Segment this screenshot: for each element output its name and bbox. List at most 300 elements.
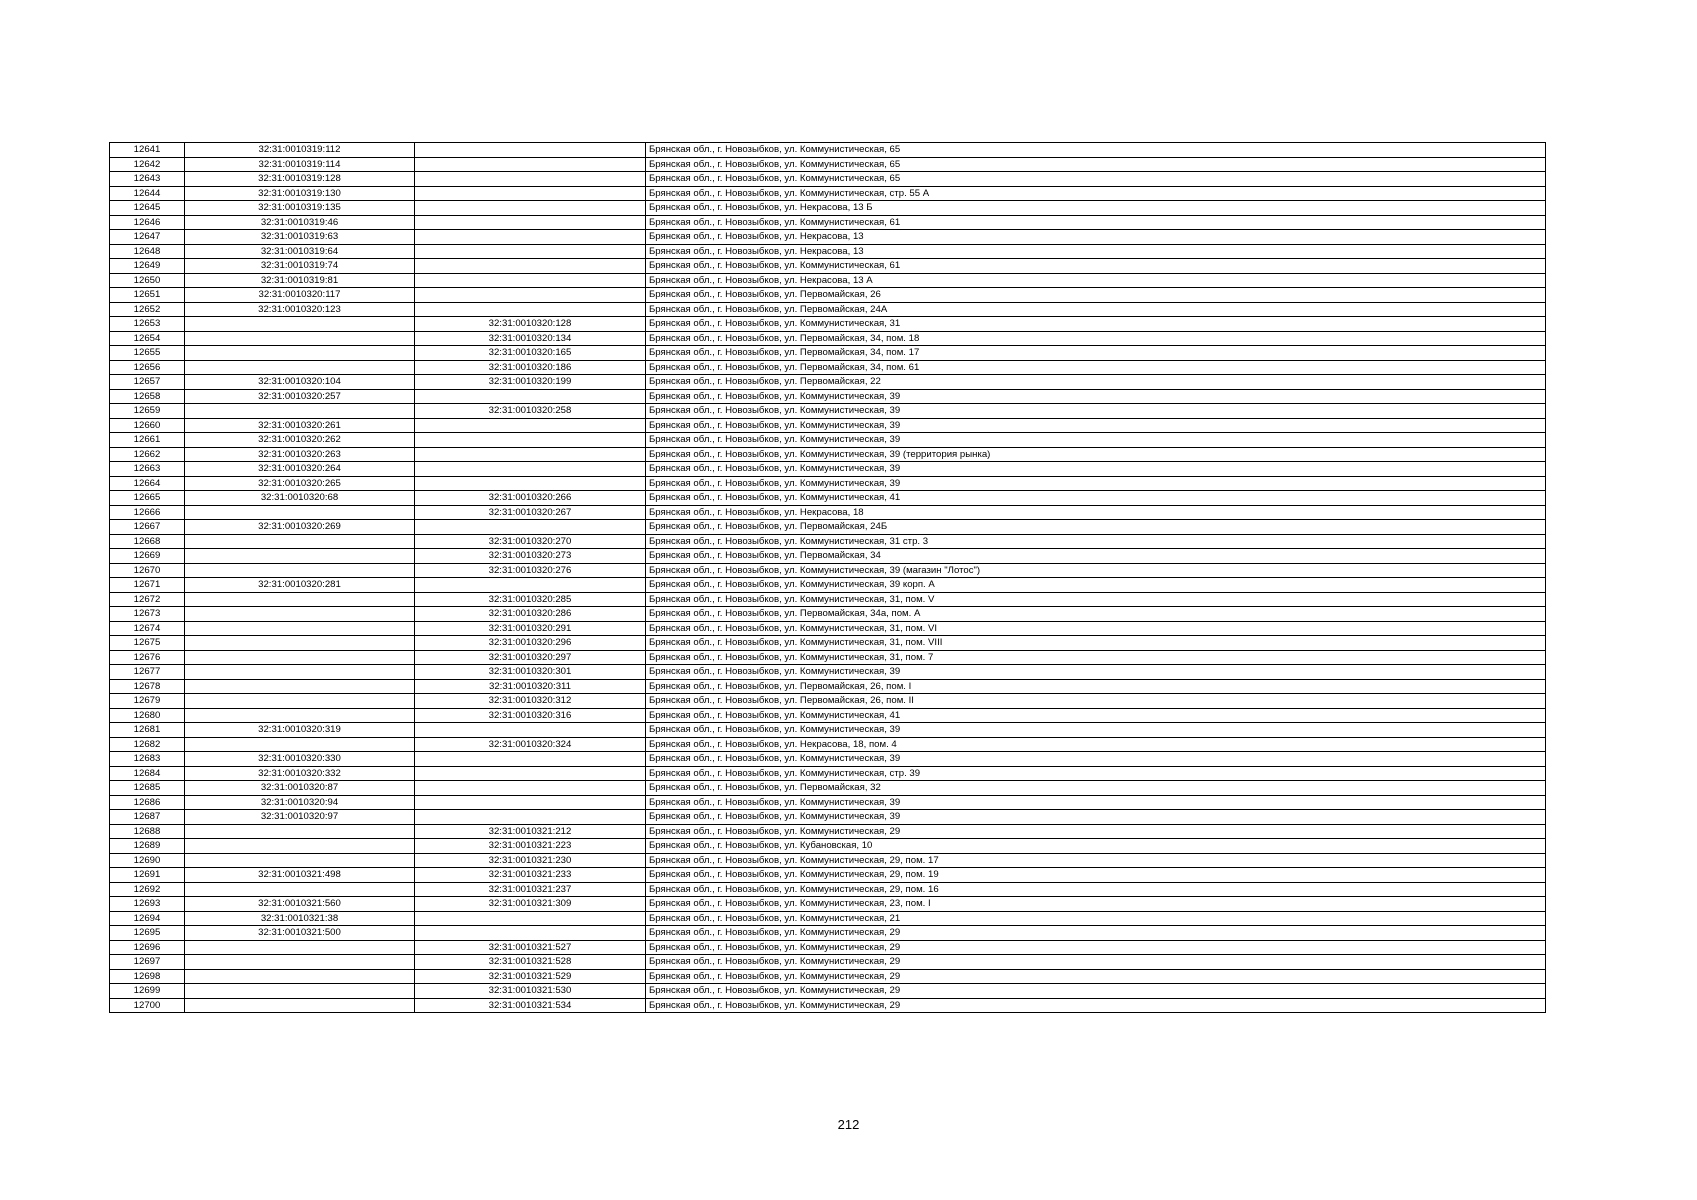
row-number-cell: 12647 [110, 230, 185, 245]
row-number-cell: 12656 [110, 360, 185, 375]
table-row [110, 404, 1546, 419]
object-number-cell: 32:31:0010320:286 [415, 607, 646, 622]
object-number-cell [415, 172, 646, 187]
cadastral-number-cell [185, 404, 415, 419]
address-cell: Брянская обл., г. Новозыбков, ул. Первомайская, 26 [646, 288, 1546, 303]
address-cell: Брянская обл., г. Новозыбков, ул. Первомайская, 32 [646, 781, 1546, 796]
cadastral-number-cell [185, 549, 415, 564]
cadastral-number-cell: 32:31:0010319:135 [185, 201, 415, 216]
address-cell: Брянская обл., г. Новозыбков, ул. Коммунистическая, 29 [646, 824, 1546, 839]
row-number-cell: 12680 [110, 708, 185, 723]
row-number-cell: 12665 [110, 491, 185, 506]
table-row [110, 694, 1546, 709]
object-number-cell [415, 273, 646, 288]
object-number-cell: 32:31:0010320:276 [415, 563, 646, 578]
object-number-cell: 32:31:0010320:267 [415, 505, 646, 520]
table-row [110, 462, 1546, 477]
table-row [110, 868, 1546, 883]
row-number-cell: 12691 [110, 868, 185, 883]
cadastral-number-cell: 32:31:0010321:560 [185, 897, 415, 912]
cadastral-number-cell: 32:31:0010319:64 [185, 244, 415, 259]
table-row [110, 592, 1546, 607]
row-number-cell: 12677 [110, 665, 185, 680]
cadastral-number-cell [185, 665, 415, 680]
address-cell: Брянская обл., г. Новозыбков, ул. Коммунистическая, 65 [646, 172, 1546, 187]
object-number-cell [415, 259, 646, 274]
row-number-cell: 12669 [110, 549, 185, 564]
cadastral-number-cell [185, 592, 415, 607]
object-number-cell [415, 244, 646, 259]
cadastral-number-cell: 32:31:0010320:281 [185, 578, 415, 593]
table-row [110, 389, 1546, 404]
table-row [110, 143, 1546, 158]
row-number-cell: 12660 [110, 418, 185, 433]
object-number-cell: 32:31:0010321:212 [415, 824, 646, 839]
address-cell: Брянская обл., г. Новозыбков, ул. Коммунистическая, 31 [646, 317, 1546, 332]
object-number-cell: 32:31:0010320:128 [415, 317, 646, 332]
object-number-cell: 32:31:0010321:528 [415, 955, 646, 970]
table-row [110, 766, 1546, 781]
table-row [110, 940, 1546, 955]
object-number-cell [415, 186, 646, 201]
address-cell: Брянская обл., г. Новозыбков, ул. Коммунистическая, 39 [646, 723, 1546, 738]
address-cell: Брянская обл., г. Новозыбков, ул. Первомайская, 34, пом. 17 [646, 346, 1546, 361]
object-number-cell [415, 781, 646, 796]
object-number-cell [415, 723, 646, 738]
address-cell: Брянская обл., г. Новозыбков, ул. Некрасова, 13 А [646, 273, 1546, 288]
row-number-cell: 12679 [110, 694, 185, 709]
cadastral-number-cell [185, 679, 415, 694]
table-row [110, 897, 1546, 912]
address-cell: Брянская обл., г. Новозыбков, ул. Коммунистическая, 29 [646, 926, 1546, 941]
table-row [110, 723, 1546, 738]
object-number-cell [415, 911, 646, 926]
cadastral-number-cell: 32:31:0010320:87 [185, 781, 415, 796]
table-row [110, 853, 1546, 868]
row-number-cell: 12651 [110, 288, 185, 303]
address-cell: Брянская обл., г. Новозыбков, ул. Коммунистическая, 31, пом. VIII [646, 636, 1546, 651]
cadastral-number-cell [185, 708, 415, 723]
cadastral-number-cell: 32:31:0010320:68 [185, 491, 415, 506]
row-number-cell: 12687 [110, 810, 185, 825]
table-row [110, 230, 1546, 245]
row-number-cell: 12673 [110, 607, 185, 622]
address-cell: Брянская обл., г. Новозыбков, ул. Коммунистическая, 41 [646, 491, 1546, 506]
row-number-cell: 12650 [110, 273, 185, 288]
address-cell: Брянская обл., г. Новозыбков, ул. Первомайская, 34, пом. 18 [646, 331, 1546, 346]
row-number-cell: 12662 [110, 447, 185, 462]
address-cell: Брянская обл., г. Новозыбков, ул. Коммунистическая, стр. 39 [646, 766, 1546, 781]
table-row [110, 317, 1546, 332]
address-cell: Брянская обл., г. Новозыбков, ул. Некрасова, 13 [646, 244, 1546, 259]
table-row [110, 665, 1546, 680]
address-cell: Брянская обл., г. Новозыбков, ул. Коммунистическая, 29, пом. 17 [646, 853, 1546, 868]
cadastral-number-cell: 32:31:0010319:112 [185, 143, 415, 158]
address-cell: Брянская обл., г. Новозыбков, ул. Коммунистическая, 39 [646, 404, 1546, 419]
table-row [110, 926, 1546, 941]
row-number-cell: 12645 [110, 201, 185, 216]
object-number-cell: 32:31:0010320:301 [415, 665, 646, 680]
cadastral-number-cell [185, 505, 415, 520]
cadastral-number-cell: 32:31:0010320:94 [185, 795, 415, 810]
table-row [110, 447, 1546, 462]
address-cell: Брянская обл., г. Новозыбков, ул. Коммунистическая, 39 [646, 462, 1546, 477]
row-number-cell: 12672 [110, 592, 185, 607]
row-number-cell: 12696 [110, 940, 185, 955]
row-number-cell: 12686 [110, 795, 185, 810]
table-row [110, 505, 1546, 520]
object-number-cell: 32:31:0010320:291 [415, 621, 646, 636]
table-row [110, 186, 1546, 201]
table-row [110, 244, 1546, 259]
cadastral-number-cell: 32:31:0010320:269 [185, 520, 415, 535]
cadastral-number-cell [185, 360, 415, 375]
address-cell: Брянская обл., г. Новозыбков, ул. Первомайская, 26, пом. II [646, 694, 1546, 709]
row-number-cell: 12688 [110, 824, 185, 839]
row-number-cell: 12683 [110, 752, 185, 767]
address-cell: Брянская обл., г. Новозыбков, ул. Первомайская, 26, пом. I [646, 679, 1546, 694]
address-cell: Брянская обл., г. Новозыбков, ул. Коммунистическая, 31, пом. 7 [646, 650, 1546, 665]
address-cell: Брянская обл., г. Новозыбков, ул. Коммунистическая, 21 [646, 911, 1546, 926]
page-number: 212 [837, 1117, 860, 1132]
object-number-cell: 32:31:0010320:186 [415, 360, 646, 375]
address-cell: Брянская обл., г. Новозыбков, ул. Коммунистическая, 39 (территория рынка) [646, 447, 1546, 462]
table-row [110, 882, 1546, 897]
object-number-cell [415, 230, 646, 245]
table-row [110, 679, 1546, 694]
object-number-cell: 32:31:0010320:270 [415, 534, 646, 549]
table-row [110, 795, 1546, 810]
cadastral-number-cell: 32:31:0010319:46 [185, 215, 415, 230]
row-number-cell: 12658 [110, 389, 185, 404]
table-row [110, 607, 1546, 622]
address-cell: Брянская обл., г. Новозыбков, ул. Коммунистическая, 39 [646, 810, 1546, 825]
cadastral-number-cell: 32:31:0010320:332 [185, 766, 415, 781]
row-number-cell: 12642 [110, 157, 185, 172]
object-number-cell: 32:31:0010320:134 [415, 331, 646, 346]
address-cell: Брянская обл., г. Новозыбков, ул. Первомайская, 34 [646, 549, 1546, 564]
cadastral-number-cell: 32:31:0010320:262 [185, 433, 415, 448]
object-number-cell [415, 752, 646, 767]
object-number-cell [415, 462, 646, 477]
table-row [110, 534, 1546, 549]
row-number-cell: 12641 [110, 143, 185, 158]
object-number-cell [415, 795, 646, 810]
row-number-cell: 12697 [110, 955, 185, 970]
object-number-cell [415, 766, 646, 781]
cadastral-number-cell [185, 636, 415, 651]
row-number-cell: 12668 [110, 534, 185, 549]
address-cell: Брянская обл., г. Новозыбков, ул. Первомайская, 24Б [646, 520, 1546, 535]
address-cell: Брянская обл., г. Новозыбков, ул. Коммунистическая, 39 [646, 389, 1546, 404]
object-number-cell [415, 215, 646, 230]
table-row [110, 563, 1546, 578]
table-row [110, 273, 1546, 288]
row-number-cell: 12653 [110, 317, 185, 332]
cadastral-number-cell: 32:31:0010320:319 [185, 723, 415, 738]
table-row [110, 839, 1546, 854]
object-number-cell: 32:31:0010320:266 [415, 491, 646, 506]
cadastral-number-cell [185, 940, 415, 955]
cadastral-number-cell [185, 621, 415, 636]
cadastral-number-cell [185, 737, 415, 752]
address-cell: Брянская обл., г. Новозыбков, ул. Коммунистическая, 39 [646, 433, 1546, 448]
object-number-cell [415, 447, 646, 462]
object-number-cell: 32:31:0010320:285 [415, 592, 646, 607]
object-number-cell: 32:31:0010321:529 [415, 969, 646, 984]
row-number-cell: 12678 [110, 679, 185, 694]
cadastral-number-cell: 32:31:0010320:123 [185, 302, 415, 317]
table-row [110, 418, 1546, 433]
table-row [110, 824, 1546, 839]
row-number-cell: 12690 [110, 853, 185, 868]
address-cell: Брянская обл., г. Новозыбков, ул. Коммунистическая, 29 [646, 955, 1546, 970]
address-cell: Брянская обл., г. Новозыбков, ул. Некрасова, 13 [646, 230, 1546, 245]
registry-table [109, 142, 1546, 1013]
object-number-cell: 32:31:0010320:324 [415, 737, 646, 752]
object-number-cell: 32:31:0010321:534 [415, 998, 646, 1013]
object-number-cell: 32:31:0010320:296 [415, 636, 646, 651]
object-number-cell: 32:31:0010321:233 [415, 868, 646, 883]
address-cell: Брянская обл., г. Новозыбков, ул. Коммунистическая, 41 [646, 708, 1546, 723]
table-row [110, 288, 1546, 303]
address-cell: Брянская обл., г. Новозыбков, ул. Коммунистическая, 29 [646, 940, 1546, 955]
address-cell: Брянская обл., г. Новозыбков, ул. Коммунистическая, 65 [646, 143, 1546, 158]
row-number-cell: 12648 [110, 244, 185, 259]
address-cell: Брянская обл., г. Новозыбков, ул. Первомайская, 24А [646, 302, 1546, 317]
object-number-cell: 32:31:0010321:530 [415, 984, 646, 999]
object-number-cell [415, 201, 646, 216]
table-row [110, 636, 1546, 651]
row-number-cell: 12674 [110, 621, 185, 636]
cadastral-number-cell: 32:31:0010321:500 [185, 926, 415, 941]
row-number-cell: 12694 [110, 911, 185, 926]
address-cell: Брянская обл., г. Новозыбков, ул. Некрасова, 13 Б [646, 201, 1546, 216]
address-cell: Брянская обл., г. Новозыбков, ул. Коммунистическая, стр. 55 А [646, 186, 1546, 201]
address-cell: Брянская обл., г. Новозыбков, ул. Некрасова, 18 [646, 505, 1546, 520]
row-number-cell: 12654 [110, 331, 185, 346]
address-cell: Брянская обл., г. Новозыбков, ул. Некрасова, 18, пом. 4 [646, 737, 1546, 752]
object-number-cell: 32:31:0010321:230 [415, 853, 646, 868]
cadastral-number-cell [185, 650, 415, 665]
address-cell: Брянская обл., г. Новозыбков, ул. Коммунистическая, 29, пом. 19 [646, 868, 1546, 883]
cadastral-number-cell [185, 346, 415, 361]
object-number-cell [415, 302, 646, 317]
table-row [110, 955, 1546, 970]
row-number-cell: 12699 [110, 984, 185, 999]
address-cell: Брянская обл., г. Новозыбков, ул. Первомайская, 22 [646, 375, 1546, 390]
table-row [110, 650, 1546, 665]
table-row [110, 621, 1546, 636]
table-row [110, 911, 1546, 926]
table-row [110, 476, 1546, 491]
row-number-cell: 12698 [110, 969, 185, 984]
object-number-cell: 32:31:0010320:199 [415, 375, 646, 390]
cadastral-number-cell: 32:31:0010319:81 [185, 273, 415, 288]
cadastral-number-cell [185, 534, 415, 549]
cadastral-number-cell: 32:31:0010320:97 [185, 810, 415, 825]
cadastral-number-cell [185, 853, 415, 868]
address-cell: Брянская обл., г. Новозыбков, ул. Коммунистическая, 31, пом. V [646, 592, 1546, 607]
row-number-cell: 12675 [110, 636, 185, 651]
address-cell: Брянская обл., г. Новозыбков, ул. Коммунистическая, 29, пом. 16 [646, 882, 1546, 897]
address-cell: Брянская обл., г. Новозыбков, ул. Коммунистическая, 61 [646, 215, 1546, 230]
row-number-cell: 12681 [110, 723, 185, 738]
cadastral-number-cell: 32:31:0010320:330 [185, 752, 415, 767]
address-cell: Брянская обл., г. Новозыбков, ул. Коммунистическая, 39 [646, 476, 1546, 491]
cadastral-number-cell: 32:31:0010320:104 [185, 375, 415, 390]
cadastral-number-cell: 32:31:0010320:265 [185, 476, 415, 491]
table-row [110, 346, 1546, 361]
object-number-cell [415, 288, 646, 303]
address-cell: Брянская обл., г. Новозыбков, ул. Коммунистическая, 61 [646, 259, 1546, 274]
table-row [110, 737, 1546, 752]
cadastral-number-cell: 32:31:0010320:263 [185, 447, 415, 462]
address-cell: Брянская обл., г. Новозыбков, ул. Коммунистическая, 65 [646, 157, 1546, 172]
object-number-cell: 32:31:0010320:311 [415, 679, 646, 694]
row-number-cell: 12661 [110, 433, 185, 448]
row-number-cell: 12671 [110, 578, 185, 593]
row-number-cell: 12663 [110, 462, 185, 477]
address-cell: Брянская обл., г. Новозыбков, ул. Коммунистическая, 29 [646, 984, 1546, 999]
row-number-cell: 12649 [110, 259, 185, 274]
row-number-cell: 12700 [110, 998, 185, 1013]
row-number-cell: 12667 [110, 520, 185, 535]
object-number-cell: 32:31:0010320:297 [415, 650, 646, 665]
object-number-cell: 32:31:0010321:309 [415, 897, 646, 912]
cadastral-number-cell [185, 998, 415, 1013]
row-number-cell: 12655 [110, 346, 185, 361]
table-row [110, 360, 1546, 375]
table-row [110, 752, 1546, 767]
object-number-cell [415, 157, 646, 172]
cadastral-number-cell [185, 955, 415, 970]
object-number-cell: 32:31:0010320:316 [415, 708, 646, 723]
cadastral-number-cell [185, 984, 415, 999]
cadastral-number-cell: 32:31:0010319:63 [185, 230, 415, 245]
object-number-cell [415, 433, 646, 448]
cadastral-number-cell [185, 563, 415, 578]
object-number-cell [415, 926, 646, 941]
table-row [110, 549, 1546, 564]
object-number-cell [415, 578, 646, 593]
table-row [110, 810, 1546, 825]
table-row [110, 781, 1546, 796]
object-number-cell: 32:31:0010320:165 [415, 346, 646, 361]
table-row [110, 520, 1546, 535]
object-number-cell [415, 810, 646, 825]
cadastral-number-cell [185, 824, 415, 839]
row-number-cell: 12644 [110, 186, 185, 201]
object-number-cell [415, 520, 646, 535]
table-row [110, 172, 1546, 187]
address-cell: Брянская обл., г. Новозыбков, ул. Коммунистическая, 39 [646, 795, 1546, 810]
address-cell: Брянская обл., г. Новозыбков, ул. Коммунистическая, 39 [646, 752, 1546, 767]
address-cell: Брянская обл., г. Новозыбков, ул. Коммунистическая, 39 корп. А [646, 578, 1546, 593]
row-number-cell: 12682 [110, 737, 185, 752]
table-row [110, 157, 1546, 172]
cadastral-number-cell [185, 331, 415, 346]
row-number-cell: 12676 [110, 650, 185, 665]
object-number-cell [415, 143, 646, 158]
address-cell: Брянская обл., г. Новозыбков, ул. Кубановская, 10 [646, 839, 1546, 854]
cadastral-number-cell: 32:31:0010319:128 [185, 172, 415, 187]
address-cell: Брянская обл., г. Новозыбков, ул. Первомайская, 34, пом. 61 [646, 360, 1546, 375]
cadastral-number-cell: 32:31:0010319:114 [185, 157, 415, 172]
table-row [110, 708, 1546, 723]
cadastral-number-cell [185, 317, 415, 332]
row-number-cell: 12646 [110, 215, 185, 230]
cadastral-number-cell: 32:31:0010320:264 [185, 462, 415, 477]
address-cell: Брянская обл., г. Новозыбков, ул. Коммунистическая, 31 стр. 3 [646, 534, 1546, 549]
cadastral-number-cell [185, 882, 415, 897]
row-number-cell: 12693 [110, 897, 185, 912]
cadastral-number-cell [185, 694, 415, 709]
cadastral-number-cell: 32:31:0010319:74 [185, 259, 415, 274]
row-number-cell: 12684 [110, 766, 185, 781]
row-number-cell: 12695 [110, 926, 185, 941]
table-row [110, 302, 1546, 317]
table-row [110, 331, 1546, 346]
cadastral-number-cell: 32:31:0010321:38 [185, 911, 415, 926]
object-number-cell [415, 389, 646, 404]
row-number-cell: 12666 [110, 505, 185, 520]
address-cell: Брянская обл., г. Новозыбков, ул. Коммунистическая, 39 [646, 418, 1546, 433]
object-number-cell: 32:31:0010321:223 [415, 839, 646, 854]
address-cell: Брянская обл., г. Новозыбков, ул. Коммунистическая, 29 [646, 998, 1546, 1013]
object-number-cell: 32:31:0010320:258 [415, 404, 646, 419]
object-number-cell: 32:31:0010321:527 [415, 940, 646, 955]
table-row [110, 984, 1546, 999]
table-row [110, 433, 1546, 448]
row-number-cell: 12657 [110, 375, 185, 390]
object-number-cell: 32:31:0010320:312 [415, 694, 646, 709]
table-row [110, 375, 1546, 390]
address-cell: Брянская обл., г. Новозыбков, ул. Коммунистическая, 39 [646, 665, 1546, 680]
row-number-cell: 12659 [110, 404, 185, 419]
object-number-cell: 32:31:0010321:237 [415, 882, 646, 897]
cadastral-number-cell: 32:31:0010321:498 [185, 868, 415, 883]
row-number-cell: 12685 [110, 781, 185, 796]
object-number-cell [415, 476, 646, 491]
address-cell: Брянская обл., г. Новозыбков, ул. Коммунистическая, 29 [646, 969, 1546, 984]
cadastral-number-cell: 32:31:0010320:257 [185, 389, 415, 404]
cadastral-number-cell: 32:31:0010320:261 [185, 418, 415, 433]
object-number-cell: 32:31:0010320:273 [415, 549, 646, 564]
address-cell: Брянская обл., г. Новозыбков, ул. Первомайская, 34а, пом. А [646, 607, 1546, 622]
cadastral-number-cell [185, 839, 415, 854]
row-number-cell: 12670 [110, 563, 185, 578]
address-cell: Брянская обл., г. Новозыбков, ул. Коммунистическая, 39 (магазин "Лотос") [646, 563, 1546, 578]
table-row [110, 998, 1546, 1013]
table-row [110, 201, 1546, 216]
cadastral-number-cell: 32:31:0010319:130 [185, 186, 415, 201]
table-row [110, 491, 1546, 506]
address-cell: Брянская обл., г. Новозыбков, ул. Коммунистическая, 23, пом. I [646, 897, 1546, 912]
table-row [110, 578, 1546, 593]
registry-table-body [110, 143, 1546, 1013]
row-number-cell: 12643 [110, 172, 185, 187]
address-cell: Брянская обл., г. Новозыбков, ул. Коммунистическая, 31, пом. VI [646, 621, 1546, 636]
row-number-cell: 12692 [110, 882, 185, 897]
table-row [110, 215, 1546, 230]
row-number-cell: 12689 [110, 839, 185, 854]
cadastral-number-cell: 32:31:0010320:117 [185, 288, 415, 303]
object-number-cell [415, 418, 646, 433]
row-number-cell: 12652 [110, 302, 185, 317]
table-row [110, 259, 1546, 274]
table-row [110, 969, 1546, 984]
